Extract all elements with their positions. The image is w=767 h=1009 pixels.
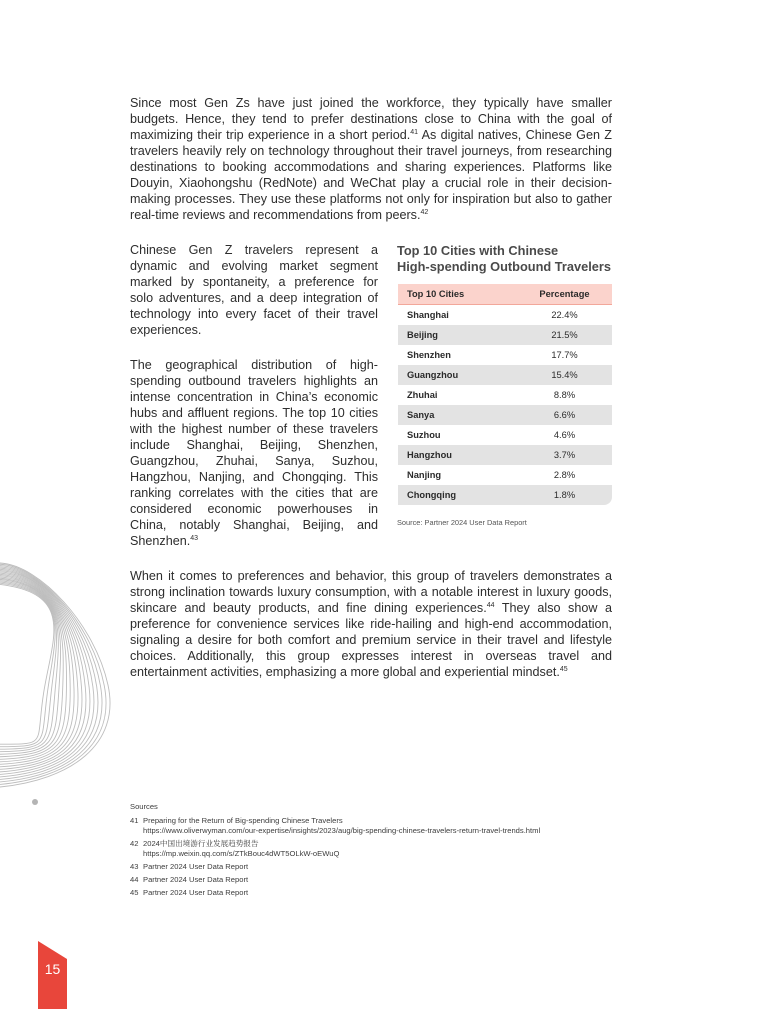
- city-cell: Sanya: [398, 405, 517, 425]
- sources-section: [130, 802, 540, 901]
- sources-heading: Sources: [130, 802, 158, 811]
- percentage-cell: 6.6%: [517, 405, 612, 425]
- header-cities: Top 10 Cities: [398, 284, 517, 305]
- percentage-cell: 1.8%: [517, 485, 612, 505]
- source-number: 45: [130, 888, 139, 897]
- gen-z-paragraph: Chinese Gen Z travelers represent a dynamic and evolving market segment marked by spontaneity, a preference for solo adventures, and a deep integration of technology into every facet of their travel experiences.: [130, 243, 378, 337]
- footnote-ref: 44: [486, 602, 495, 609]
- table-title: Top 10 Cities with Chinese High-spending Outbound Travelers: [397, 243, 612, 274]
- city-cell: Chongqing: [398, 485, 517, 505]
- percentage-cell: 2.8%: [517, 465, 612, 485]
- source-link[interactable]: https://www.oliverwyman.com/our-expertise/insights/2023/aug/big-spending-chinese-travelers-return-travel-trends.html: [143, 826, 541, 835]
- table-row: [398, 365, 612, 385]
- footnote-ref: 42: [420, 209, 429, 216]
- table-row: [398, 345, 612, 365]
- city-cell: Shanghai: [398, 305, 517, 326]
- percentage-cell: 8.8%: [517, 385, 612, 405]
- footnote-ref: 43: [190, 535, 199, 542]
- percentage-cell: 17.7%: [517, 345, 612, 365]
- city-cell: Shenzhen: [398, 345, 517, 365]
- footnote-ref: 41: [410, 129, 418, 136]
- percentage-cell: 15.4%: [517, 365, 612, 385]
- decorative-dot: [32, 799, 38, 805]
- table-header-row: [398, 284, 612, 305]
- intro-paragraph: Since most Gen Zs have just joined the workforce, they typically have smaller budgets. Hence, they tend to prefer destinations close to China with the goal of maximizing their trip experience in a short period.$^{41}$ As digital natives, Chinese Gen Z travelers heavily rely on technology throughout their travel journeys, from researching destinations to booking accommodations and sharing experiences. Platforms like Douyin, Xiaohongshu (RedNote) and WeChat play a crucial role in their decision-making processes. They use these platforms not only for inspiration but also to gather real-time reviews and recommendations from peers.$^{42}$: [130, 96, 612, 222]
- contour-line: [0, 584, 54, 744]
- source-title: Preparing for the Return of Big-spending Chinese Travelers: [143, 816, 343, 825]
- percentage-cell: 3.7%: [517, 445, 612, 465]
- cities-table: [398, 284, 612, 505]
- geography-paragraph: The geographical distribution of high-spending outbound travelers highlights an intense concentration in China’s economic hubs and affluent regions. The top 10 cities with the highest number of these travelers include Shanghai, Beijing, Shenzhen, Guangzhou, Zhuhai, Sanya, Suzhou, Hangzhou, Nanjing, and Chongqing. This ranking correlates with the cities that are considered economic powerhouses in China, notably Shanghai, Beijing, and Shenzhen.$^{43}$: [130, 358, 378, 548]
- city-cell: Beijing: [398, 325, 517, 345]
- footnote-ref: 45: [559, 666, 568, 673]
- city-cell: Zhuhai: [398, 385, 517, 405]
- percentage-cell: 4.6%: [517, 425, 612, 445]
- source-title: 2024中国出境游行业发展趋势报告: [143, 839, 259, 848]
- decorative-contour-lines: [0, 555, 130, 795]
- city-cell: Nanjing: [398, 465, 517, 485]
- source-number: 44: [130, 875, 139, 884]
- header-percentage: Percentage: [517, 284, 612, 305]
- page-number: 15: [44, 961, 61, 977]
- table-row: [398, 425, 612, 445]
- table-row: [398, 405, 612, 425]
- percentage-cell: 21.5%: [517, 325, 612, 345]
- table-row: [398, 385, 612, 405]
- table-row: [398, 325, 612, 345]
- table-row: [398, 305, 612, 326]
- source-number: 41: [130, 816, 139, 825]
- table-row: [398, 485, 612, 505]
- city-cell: Suzhou: [398, 425, 517, 445]
- table-source: Source: Partner 2024 User Data Report: [397, 518, 527, 527]
- source-item: [130, 888, 540, 898]
- source-item: [130, 839, 540, 859]
- source-link[interactable]: https://mp.weixin.qq.com/s/ZTkBouc4dWT5OLkW-oEWuQ: [143, 849, 340, 858]
- city-cell: Hangzhou: [398, 445, 517, 465]
- source-item: [130, 816, 540, 836]
- source-title: Partner 2024 User Data Report: [143, 862, 249, 871]
- preferences-paragraph: When it comes to preferences and behavior, this group of travelers demonstrates a strong inclination towards luxury consumption, with a notable interest in luxury goods, skincare and beauty products, and fine dining experiences.$^{44}$ They also show a preference for convenience services like ride-hailing and high-end accommodation, signaling a desire for both comfort and premium service in their travel and lifestyle choices. Additionally, this group expresses interest in overseas travel and entertainment activities, emphasizing a more global and experiential mindset.$^{45}$: [130, 569, 612, 679]
- table-row: [398, 445, 612, 465]
- contour-line: [0, 583, 55, 747]
- source-number: 42: [130, 839, 139, 848]
- source-number: 43: [130, 862, 139, 871]
- source-item: [130, 875, 540, 885]
- source-title: Partner 2024 User Data Report: [143, 875, 249, 884]
- city-cell: Guangzhou: [398, 365, 517, 385]
- source-title: Partner 2024 User Data Report: [143, 888, 249, 897]
- percentage-cell: 22.4%: [517, 305, 612, 326]
- table-row: [398, 465, 612, 485]
- source-item: [130, 862, 540, 872]
